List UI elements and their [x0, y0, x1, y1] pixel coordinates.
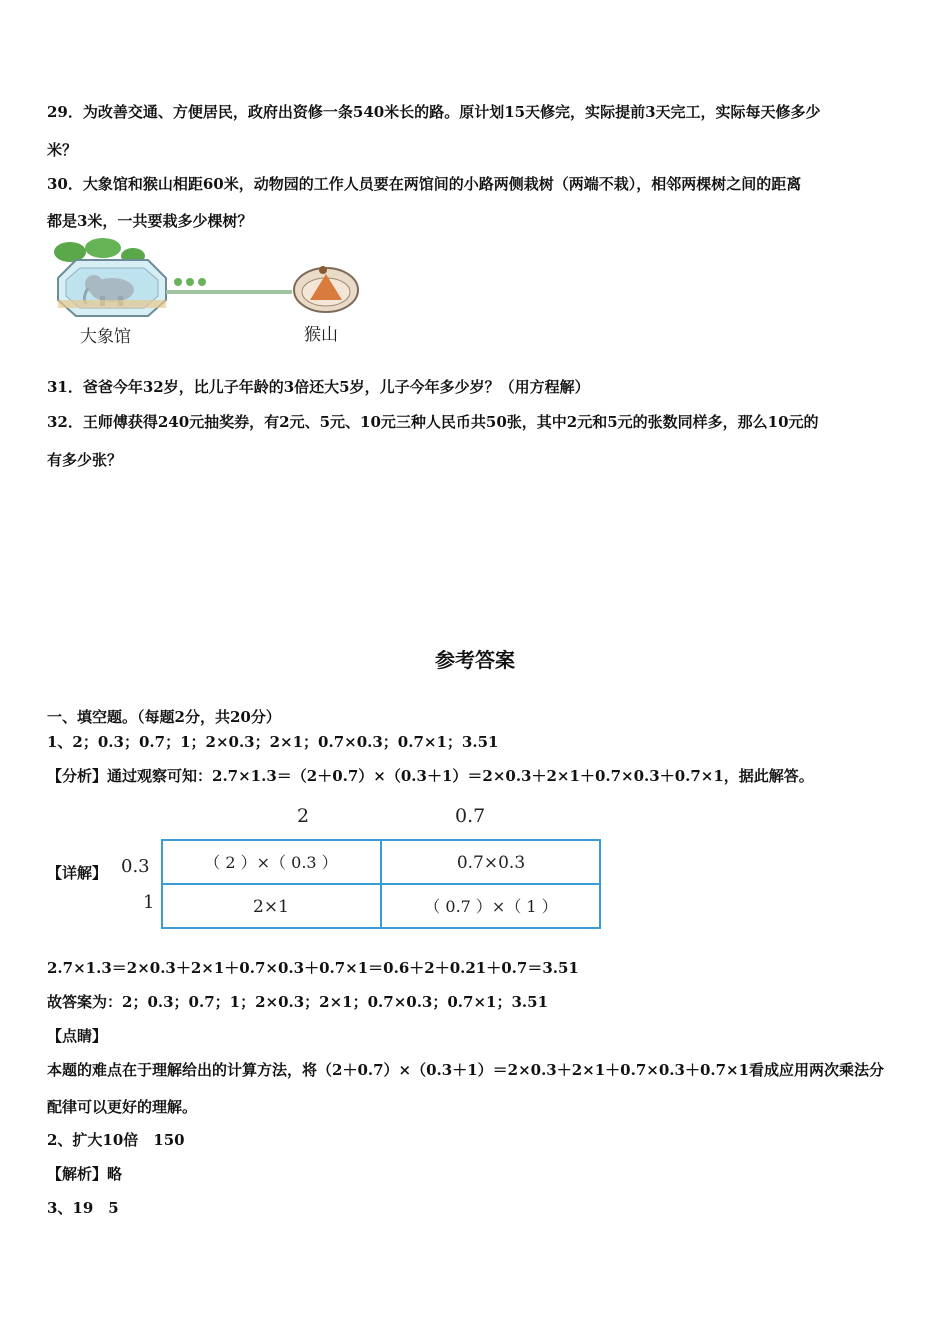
cell-r1c1: （ 2 ）×（ 0.3 ）: [204, 853, 338, 872]
q31-line1: 31．爸爸今年32岁，比儿子年龄的3倍还大5岁，儿子今年多少岁？（用方程解）: [47, 378, 590, 396]
cell-r2c2: （ 0.7 ）×（ 1 ）: [424, 897, 558, 916]
col-header-1: 2: [297, 805, 310, 827]
label-monkey-hill: 猴山: [304, 325, 338, 345]
answer-1-final: 故答案为：2；0.3；0.7；1；2×0.3；2×1；0.7×0.3；0.7×1；3.51: [47, 993, 549, 1011]
q32-line2: 有多少张？: [47, 451, 123, 469]
small-tree-icon: [174, 278, 206, 286]
answer-1: 1、2；0.3；0.7；1；2×0.3；2×1；0.7×0.3；0.7×1；3.51: [47, 733, 499, 751]
row-header-2: 1: [143, 892, 155, 913]
q30-line2: 都是3米，一共要栽多少棵树？: [47, 212, 253, 230]
answer-1-tip-line1: 本题的难点在于理解给出的计算方法，将（2＋0.7）×（0.3＋1）＝2×0.3＋2×1＋0.7×0.3＋0.7×1看成应用两次乘法分: [47, 1061, 885, 1079]
answer-1-calc: 2.7×1.3＝2×0.3＋2×1＋0.7×0.3＋0.7×1＝0.6＋2＋0.21＋0.7＝3.51: [47, 959, 579, 977]
label-elephant-house: 大象馆: [80, 327, 131, 347]
section1-heading: 一、填空题。（每题2分，共20分）: [47, 708, 281, 726]
row-header-1: 0.3: [121, 856, 150, 877]
elephant-house-icon: [58, 260, 166, 316]
answer-1-tip-line2: 配律可以更好的理解。: [47, 1098, 198, 1116]
zoo-illustration: [48, 238, 368, 350]
cell-r1c2: 0.7×0.3: [456, 853, 526, 873]
q29-line2: 米？: [47, 141, 78, 159]
answer-1-analysis: 【分析】通过观察可知：2.7×1.3＝（2＋0.7）×（0.3＋1）＝2×0.3＋2×1＋0.7×0.3＋0.7×1，据此解答。: [47, 767, 814, 785]
cell-r2c1: 2×1: [253, 897, 289, 917]
q30-line1: 30．大象馆和猴山相距60米，动物园的工作人员要在两馆间的小路两侧栽树（两端不栽），相邻两棵树之间的距离: [47, 175, 802, 193]
answer-1-tip-label: 【点睛】: [47, 1027, 108, 1045]
answer-2-analysis: 【解析】略: [47, 1165, 123, 1183]
monkey-hill-icon: [294, 266, 358, 312]
q29-line1: 29．为改善交通、方便居民，政府出资修一条540米长的路。原计划15天修完，实际提前3天完工，实际每天修多少: [47, 103, 821, 121]
q32-line1: 32．王师傅获得240元抽奖券，有2元、5元、10元三种人民币共50张，其中2元和5元的张数同样多，那么10元的: [47, 413, 819, 431]
multiplication-table-figure: [45, 798, 615, 933]
answer-2: 2、扩大10倍 150: [47, 1131, 185, 1149]
answers-title: 参考答案: [435, 648, 515, 672]
col-header-2: 0.7: [455, 805, 486, 827]
detail-label: 【详解】: [47, 864, 108, 882]
answer-3: 3、19 5: [47, 1199, 119, 1217]
